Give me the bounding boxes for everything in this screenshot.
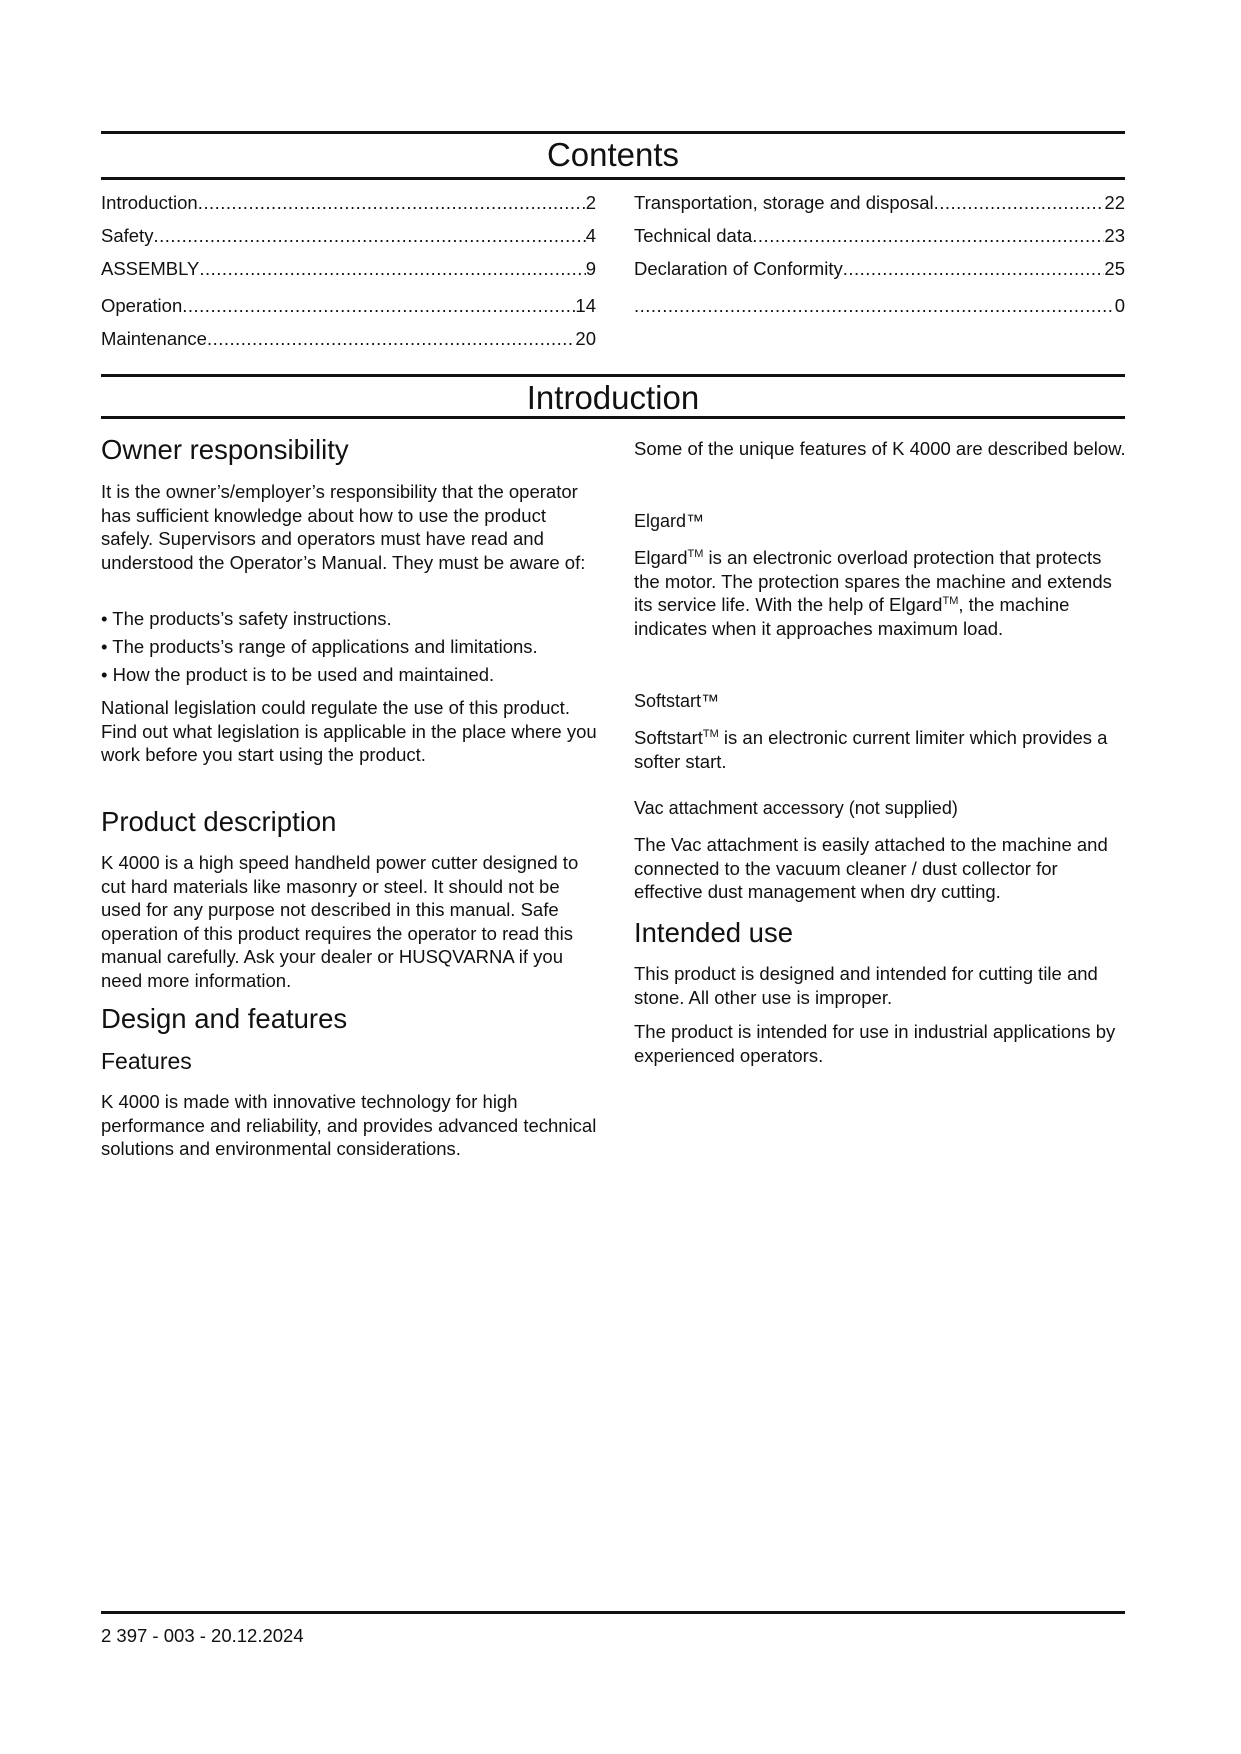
- vac-attachment-heading: Vac attachment accessory (not supplied): [634, 798, 958, 818]
- toc-entry[interactable]: [634, 192, 1125, 214]
- toc-page: 25: [1104, 258, 1125, 279]
- toc-label: Introduction: [101, 192, 198, 213]
- owner-bullet: • How the product is to be used and maintained.: [101, 664, 495, 685]
- design-features-heading: Design and features: [101, 1003, 348, 1034]
- owner-responsibility-heading: Owner responsibility: [101, 434, 349, 465]
- toc-label: Transportation, storage and disposal: [634, 192, 934, 213]
- toc-label: Safety: [101, 225, 154, 246]
- toc-label: Operation: [101, 295, 183, 316]
- toc-entry[interactable]: [101, 295, 596, 317]
- toc-label: ASSEMBLY: [101, 258, 200, 279]
- contents-bottom-rule: [101, 177, 1125, 180]
- toc-page: 23: [1104, 225, 1125, 246]
- toc-entry[interactable]: [634, 258, 1125, 280]
- features-paragraph: K 4000 is made with innovative technology for high performance and reliability, and provides advanced technical solutions and environmental considerations.: [101, 1091, 597, 1159]
- product-description-heading: Product description: [101, 806, 337, 837]
- toc-entry[interactable]: [101, 192, 596, 214]
- toc-page: 2: [585, 192, 596, 213]
- toc-page: 4: [585, 225, 596, 246]
- introduction-title: Introduction: [526, 379, 700, 416]
- intended-use-heading: Intended use: [634, 917, 794, 948]
- contents-title: Contents: [546, 136, 680, 173]
- contents-top-rule: [101, 131, 1125, 134]
- toc-page: 20: [575, 328, 596, 349]
- vac-attachment-paragraph: The Vac attachment is easily attached to the machine and connected to the vacuum cleaner / dust collector for effective dust management when dry cutting.: [634, 834, 1108, 902]
- toc-label: Declaration of Conformity: [634, 258, 843, 279]
- elgard-paragraph: Elgard™ is an electronic overload protection that protects the motor. The protection spares the machine and extends its service life. With the help of Elgard™, the machine indicates when it approaches maximum load.: [634, 547, 1112, 639]
- toc-entry[interactable]: [634, 225, 1125, 247]
- unique-features-paragraph: Some of the unique features of K 4000 are described below.: [634, 438, 1126, 459]
- footer-doc-number: 2 397 - 003 - 20.12.2024: [101, 1625, 304, 1646]
- introduction-top-rule: [101, 374, 1125, 377]
- toc-page: 0: [1114, 295, 1125, 316]
- toc-page: 9: [585, 258, 596, 279]
- introduction-bottom-rule: [101, 416, 1125, 419]
- elgard-heading: Elgard™: [634, 511, 705, 531]
- softstart-paragraph: Softstart™ is an electronic current limiter which provides a softer start.: [634, 727, 1108, 772]
- softstart-heading: Softstart™: [634, 691, 720, 711]
- features-subheading: Features: [101, 1048, 192, 1074]
- toc-entry[interactable]: [634, 295, 1125, 317]
- owner-bullet: • The products’s range of applications and limitations.: [101, 636, 538, 657]
- intended-use-paragraph-1: This product is designed and intended for cutting tile and stone. All other use is improper.: [634, 963, 1098, 1008]
- owner-bullet: • The products’s safety instructions.: [101, 608, 392, 629]
- owner-responsibility-paragraph: It is the owner’s/employer’s responsibility that the operator has sufficient knowledge about how to use the product safely. Supervisors and operators must have read and understood the Operator’s Manual. They must be aware of:: [101, 481, 586, 573]
- toc-entry[interactable]: [101, 258, 596, 280]
- toc-page: 22: [1104, 192, 1125, 213]
- footer-rule: [101, 1611, 1125, 1614]
- toc-label: Technical data: [634, 225, 753, 246]
- toc-entry[interactable]: [101, 225, 596, 247]
- legislation-paragraph: National legislation could regulate the use of this product. Find out what legislation is applicable in the place where you work before you start using the product.: [101, 697, 597, 765]
- product-description-paragraph: K 4000 is a high speed handheld power cutter designed to cut hard materials like masonry or steel. It should not be used for any purpose not described in this manual. Safe operation of this product requires the operator to read this manual carefully. Ask your dealer or HUSQVARNA if you need more information.: [101, 852, 579, 991]
- toc-page: 14: [575, 295, 596, 316]
- intended-use-paragraph-2: The product is intended for use in industrial applications by experienced operators.: [634, 1021, 1116, 1066]
- toc-label: Maintenance: [101, 328, 207, 349]
- toc-entry[interactable]: [101, 328, 596, 350]
